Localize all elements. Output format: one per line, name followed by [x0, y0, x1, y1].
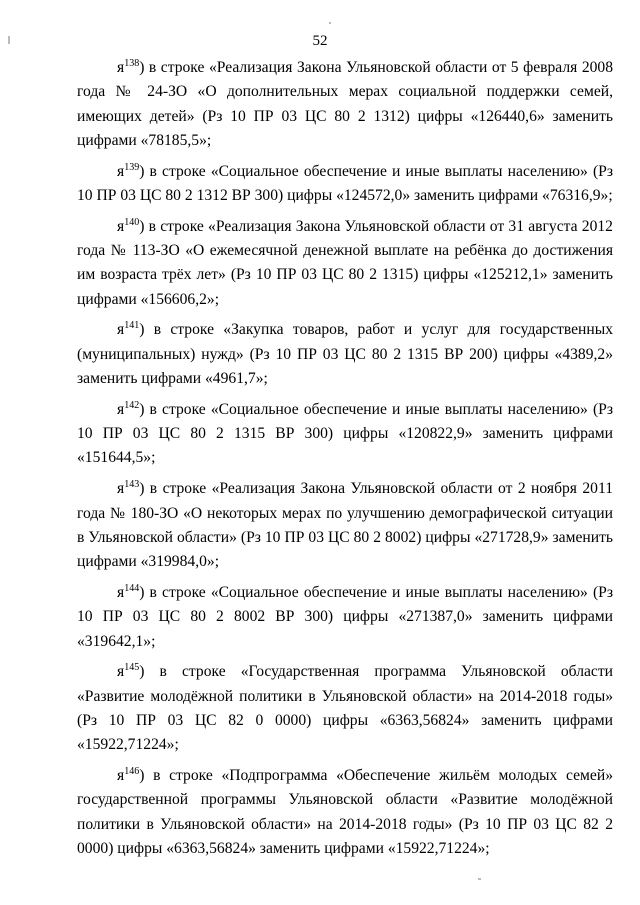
paragraph-marker: 138 — [124, 58, 140, 69]
paragraph: $я^{138}$) в строке «Реализация Закона Ульяновской области от 5 февраля 2008 года № 24-ЗО «О дополнительных мерах социальной поддержки семей, имеющих детей» (Рз 10 ПР 03 ЦС 80 2 1312) цифры «126440,6» заменить цифрами «78185,5»; — [77, 58, 614, 149]
paragraph-marker: 140 — [124, 216, 140, 228]
paragraph-marker: 145 — [124, 662, 140, 674]
paragraph-marker: 139 — [124, 161, 140, 173]
paragraph-text: в строке «Социальное обеспечение и иные выплаты населению» (Рз 10 ПР 03 ЦС 80 2 1312 ВР 300) цифры «124572,0» заменить цифрами «76316,9»; — [77, 162, 613, 204]
scan-speck — [478, 878, 481, 880]
paragraph: $я^{144}$) в строке «Социальное обеспечение и иные выплаты населению» (Рз 10 ПР 03 ЦС 80 2 8002 ВР 300) цифры «271387,0» заменить цифрами «319642,1»; — [77, 582, 613, 650]
paragraph: $я^{143}$) в строке «Реализация Закона Ульяновской области от 2 ноября 2011 года № 180-ЗО «О некоторых мерах по улучшению демографической ситуации в Ульяновской области» (Рз 10 ПР 03 ЦС 80 2 8002) цифры «271728,9» заменить цифрами «319984,0»; — [77, 479, 613, 571]
paragraph-text: в строке «Реализация Закона Ульяновской области от 2 ноября 2011 года № 180-ЗО «О некоторых мерах по улучшению демографической ситуации в Ульяновской области» (Рз 10 ПР 03 ЦС 80 2 8002) цифры «271728,9» заменить цифрами «319984,0»; — [77, 480, 613, 571]
paragraph: $я^{145}$) в строке «Государственная программа Ульяновской области «Развитие молодёжной политики в Ульяновской области» на 2014-2018 годы» (Рз 10 ПР 03 ЦС 82 0 0000) цифры «6363,56824» заменить цифрами «15922,71224»; — [77, 662, 614, 754]
paragraph-text: в строке «Реализация Закона Ульяновской области от 5 февраля 2008 года № 24-ЗО «О дополнительных мерах социальной поддержки семей, имеющих детей» (Рз 10 ПР 03 ЦС 80 2 1312) цифры «126440,6» заменить цифрами «78185,5»; — [77, 59, 614, 149]
page-number: 52 — [312, 33, 328, 49]
paragraph: $я^{139}$) в строке «Социальное обеспечение и иные выплаты населению» (Рз 10 ПР 03 ЦС 80 2 1312 ВР 300) цифры «124572,0» заменить цифрами «76316,9»; — [77, 161, 613, 204]
scan-speck — [329, 22, 331, 24]
paragraph-text: в строке «Реализация Закона Ульяновской области от 31 августа 2012 года № 113-ЗО «О ежемесячной денежной выплате на ребёнка до достижения им возраста трёх лет» (Рз 10 ПР 03 ЦС 80 2 1315) цифры «125212,1» заменить цифрами «156606,2»; — [77, 217, 613, 308]
paragraph-marker: 144 — [124, 582, 140, 594]
scan-speck — [8, 36, 10, 44]
paragraph-marker: 143 — [124, 479, 140, 491]
paragraph: $я^{140}$) в строке «Реализация Закона Ульяновской области от 31 августа 2012 года № 113-ЗО «О ежемесячной денежной выплате на ребёнка до достижения им возраста трёх лет» (Рз 10 ПР 03 ЦС 80 2 1315) цифры «125212,1» заменить цифрами «156606,2»; — [77, 216, 613, 308]
paragraph-marker: 141 — [124, 320, 140, 332]
paragraph-text: в строке «Государственная программа Ульяновской области «Развитие молодёжной политики в Ульяновской области» на 2014-2018 годы» (Рз 10 ПР 03 ЦС 82 0 0000) цифры «6363,56824» заменить цифрами «15922,71224»; — [77, 663, 614, 754]
paragraph-marker: 142 — [124, 399, 140, 411]
paragraph-text: в строке «Социальное обеспечение и иные выплаты населению» (Рз 10 ПР 03 ЦС 80 2 1315 ВР 300) цифры «120822,9» заменить цифрами «151644,5»; — [77, 400, 613, 467]
paragraph-text: в строке «Подпрограмма «Обеспечение жильём молодых семей» государственной программы Ульяновской области «Развитие молодёжной политики в Ульяновской области» на 2014-2018 годы» (Рз 10 ПР 03 ЦС 82 2 0000) цифры «6363,56824» заменить цифрами «15922,71224»; — [77, 767, 613, 857]
paragraph: $я^{146}$) в строке «Подпрограмма «Обеспечение жильём молодых семей» государственной программы Ульяновской области «Развитие молодёжной политики в Ульяновской области» на 2014-2018 годы» (Рз 10 ПР 03 ЦС 82 2 0000) цифры «6363,56824» заменить цифрами «15922,71224»; — [77, 766, 613, 857]
paragraph-text: в строке «Закупка товаров, работ и услуг для государственных (муниципальных) нужд» (Рз 10 ПР 03 ЦС 80 2 1315 ВР 200) цифры «4389,2» заменить цифрами «4961,7»; — [77, 321, 613, 388]
paragraph-marker: 146 — [124, 766, 140, 778]
document-body — [77, 56, 613, 868]
paragraph: $я^{142}$) в строке «Социальное обеспечение и иные выплаты населению» (Рз 10 ПР 03 ЦС 80 2 1315 ВР 300) цифры «120822,9» заменить цифрами «151644,5»; — [77, 399, 613, 467]
paragraph: $я^{141}$) в строке «Закупка товаров, работ и услуг для государственных (муниципальных) нужд» (Рз 10 ПР 03 ЦС 80 2 1315 ВР 200) цифры «4389,2» заменить цифрами «4961,7»; — [77, 320, 613, 388]
paragraph-text: в строке «Социальное обеспечение и иные выплаты населению» (Рз 10 ПР 03 ЦС 80 2 8002 ВР 300) цифры «271387,0» заменить цифрами «319642,1»; — [77, 583, 613, 650]
